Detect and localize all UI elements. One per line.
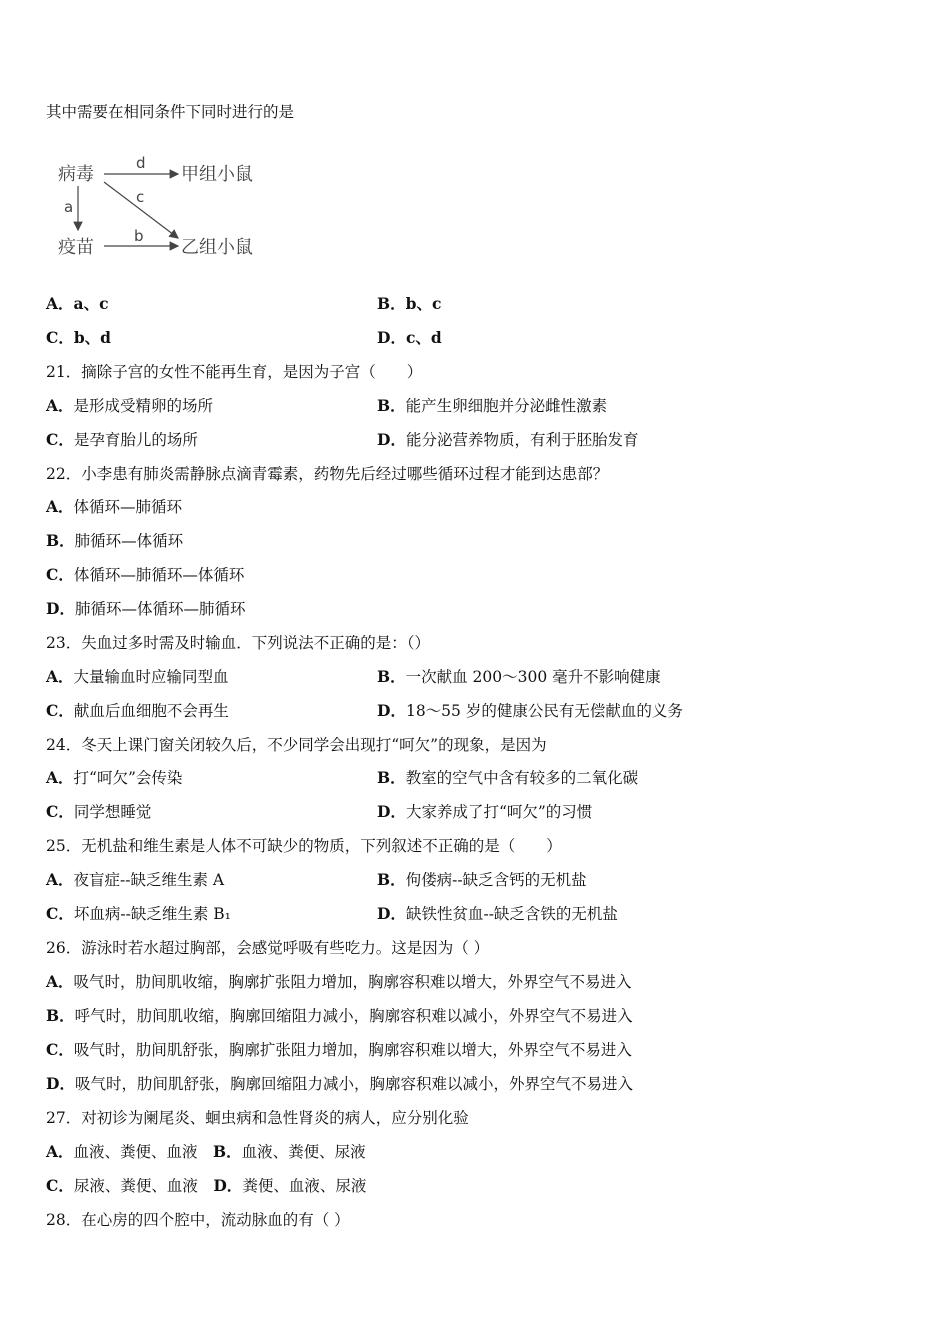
q22-option-b[interactable]: B．肺循环—体循环: [46, 531, 184, 550]
q24-stem: 24．冬天上课门窗关闭较久后，不少同学会出现打“呵欠”的现象，是因为: [46, 736, 547, 754]
q24-option-a[interactable]: A．打“呵欠”会传染: [46, 768, 183, 787]
q28-stem: 28．在心房的四个腔中，流动脉血的有（ ）: [46, 1211, 350, 1229]
intro-text: 其中需要在相同条件下同时进行的是: [46, 103, 295, 121]
q23-row-cd: [46, 701, 910, 721]
q26-stem: 26．游泳时若水超过胸部，会感觉呼吸有些吃力。这是因为（ ）: [46, 939, 490, 957]
q27-option-b[interactable]: B．血液、粪便、尿液: [213, 1142, 366, 1161]
q20-option-d[interactable]: D．c、d: [377, 328, 442, 347]
q20-option-c[interactable]: C．b、d: [46, 328, 112, 347]
q23-stem: 23．失血过多时需及时输血．下列说法不正确的是：（）: [46, 634, 430, 652]
q25-option-b[interactable]: B．佝偻病--缺乏含钙的无机盐: [377, 870, 587, 889]
q26-option-a[interactable]: A．吸气时，肋间肌收缩，胸廓扩张阻力增加，胸廓容积难以增大，外界空气不易进入: [46, 972, 632, 991]
q21-row-ab: [46, 396, 910, 416]
q22-option-c[interactable]: C．体循环—肺循环—体循环: [46, 565, 245, 584]
q26-option-c[interactable]: C．吸气时，肋间肌舒张，胸廓扩张阻力增加，胸廓容积难以增大，外界空气不易进入: [46, 1040, 632, 1059]
q21-stem: 21．摘除子宫的女性不能再生育，是因为子宫（ ）: [46, 363, 423, 381]
edge-label-c: c: [136, 188, 145, 206]
q21-row-cd: [46, 430, 910, 450]
diagram-group-a-label: 甲组小鼠: [181, 164, 253, 185]
q25-option-d[interactable]: D．缺铁性贫血--缺乏含铁的无机盐: [377, 904, 618, 923]
q23-option-c[interactable]: C．献血后血细胞不会再生: [46, 701, 229, 720]
q25-row-cd: [46, 904, 910, 924]
q25-option-c[interactable]: C．坏血病--缺乏维生素 B₁: [46, 904, 231, 923]
q21-option-a[interactable]: A．是形成受精卵的场所: [46, 396, 214, 415]
q25-stem: 25．无机盐和维生素是人体不可缺少的物质，下列叙述不正确的是（ ）: [46, 837, 562, 855]
q27-option-d[interactable]: D．粪便、血液、尿液: [213, 1176, 367, 1195]
q20-row-cd: [46, 328, 910, 348]
edge-label-b: b: [134, 227, 144, 245]
q27-row-cd: [46, 1176, 366, 1196]
q24-row-ab: [46, 768, 910, 788]
q22-option-a[interactable]: A．体循环—肺循环: [46, 497, 183, 516]
q25-row-ab: [46, 870, 910, 890]
q23-option-b[interactable]: B．一次献血 200～300 毫升不影响健康: [377, 667, 661, 686]
q27-option-a[interactable]: A．血液、粪便、血液: [46, 1142, 214, 1161]
diagram-group-b-label: 乙组小鼠: [181, 237, 253, 258]
q20-option-a[interactable]: A．a、c: [46, 294, 109, 313]
q26-option-b[interactable]: B．呼气时，肋间肌收缩，胸廓回缩阻力减小，胸廓容积难以减小，外界空气不易进入: [46, 1006, 633, 1025]
q24-option-d[interactable]: D．大家养成了打“呵欠”的习惯: [377, 802, 593, 821]
diagram-virus-label: 病毒: [58, 164, 94, 185]
edge-label-a: a: [64, 198, 74, 216]
q21-option-d[interactable]: D．能分泌营养物质，有利于胚胎发育: [377, 430, 639, 449]
edge-label-d: d: [136, 154, 146, 172]
diagram-vaccine-label: 疫苗: [58, 237, 94, 258]
q21-option-c[interactable]: C．是孕育胎儿的场所: [46, 430, 198, 449]
q22-stem: 22．小李患有肺炎需静脉点滴青霉素，药物先后经过哪些循环过程才能到达患部？: [46, 465, 609, 483]
q23-row-ab: [46, 667, 910, 687]
q21-option-b[interactable]: B．能产生卵细胞并分泌雌性激素: [377, 396, 608, 415]
q27-option-c[interactable]: C．尿液、粪便、血液: [46, 1176, 214, 1195]
q27-row-ab: [46, 1142, 366, 1162]
q20-option-b[interactable]: B．b、c: [377, 294, 442, 313]
q24-option-b[interactable]: B．教室的空气中含有较多的二氧化碳: [377, 768, 639, 787]
q20-row-ab: [46, 294, 910, 314]
experiment-diagram: [58, 150, 278, 265]
q24-option-c[interactable]: C．同学想睡觉: [46, 802, 152, 821]
q24-row-cd: [46, 802, 910, 822]
q22-option-d[interactable]: D．肺循环—体循环—肺循环: [46, 599, 246, 618]
q23-option-d[interactable]: D．18～55 岁的健康公民有无偿献血的义务: [377, 701, 683, 720]
q25-option-a[interactable]: A．夜盲症--缺乏维生素 A: [46, 870, 225, 889]
q23-option-a[interactable]: A．大量输血时应输同型血: [46, 667, 229, 686]
q26-option-d[interactable]: D．吸气时，肋间肌舒张，胸廓回缩阻力减小，胸廓容积难以减小，外界空气不易进入: [46, 1074, 633, 1093]
q27-stem: 27．对初诊为阑尾炎、蛔虫病和急性肾炎的病人，应分别化验: [46, 1109, 469, 1127]
